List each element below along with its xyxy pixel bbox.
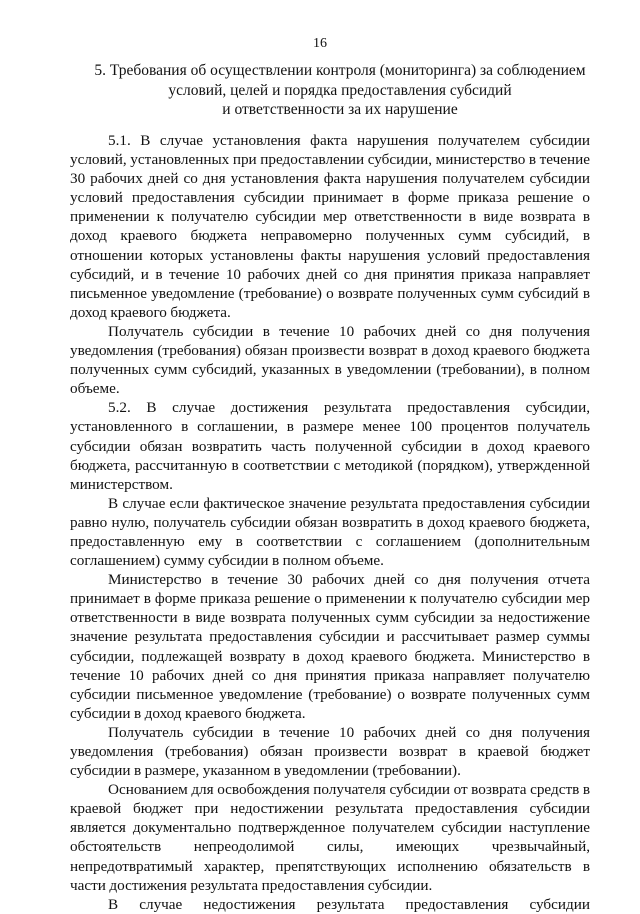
paragraph: Министерство в течение 30 рабочих дней со дня получения отчета принимает в форме приказа решение о применении к получателю субсидии мер ответственности в виде возврата полученных сумм субсидии за недостижение значение результата предоставления субсидии и рассчитывает размер суммы субсидии, подлежащей возврату в доход краевого бюджета. Министерство в течение 10 рабочих дней со дня принятия приказа направляет получателю субсидии письменное уведомление (требование) о возврате полученных сумм субсидии в доход краевого бюджета.	[70, 571, 590, 722]
paragraph: Получатель субсидии в течение 10 рабочих дней со дня получения уведомления (требования) обязан произвести возврат в доход краевого бюджета полученных сумм субсидий, указанных в уведомлении (требовании), в полном объеме.	[70, 322, 590, 398]
paragraph: 5.2. В случае достижения результата предоставления субсидии, установленного в соглашении, в размере менее 100 процентов получатель субсидии обязан возвратить часть полученной субсидии в доход краевого бюджета, рассчитанную в соответствии с методикой (порядком), утвержденной министерством.	[70, 399, 590, 493]
page-number: 16	[313, 36, 327, 51]
document-body	[70, 131, 590, 914]
paragraph: В случае недостижения результата предоставления субсидии	[108, 895, 590, 913]
paragraph: Основанием для освобождения получателя субсидии от возврата средств в краевой бюджет при недостижении результата предоставления субсидии является документально подтвержденное получателем субсидии наступление обстоятельств непреодолимой силы, имеющих чрезвычайный, непредотвратимый характер, препятствующих исполнению обязательств в части достижения результата предоставления субсидии.	[70, 781, 590, 894]
paragraph: В случае если фактическое значение результата предоставления субсидии равно нулю, получатель субсидии обязан возвратить в доход краевого бюджета, предоставленную ему в соответствии с соглашением (дополнительным соглашением) сумму субсидии в полном объеме.	[70, 494, 590, 570]
section-title-line: и ответственности за их нарушение	[222, 101, 458, 118]
section-title-line: 5. Требования об осуществлении контроля (мониторинга) за соблюдением	[94, 62, 586, 79]
paragraph: 5.1. В случае установления факта нарушения получателем субсидии условий, установленных при предоставлении субсидии, министерство в течение 30 рабочих дней со дня установления факта нарушения получателем субсидии условий предоставления субсидии принимает в форме приказа решение о применении к получателю субсидии мер ответственности в виде возврата в доход краевого бюджета неправомерно полученных сумм субсидий, в отношении которых установлены факты нарушения условий предоставления субсидий, и в течение 10 рабочих дней со дня принятия приказа направляет письменное уведомление (требование) о возврате полученных сумм субсидий в доход краевого бюджета.	[70, 132, 590, 321]
section-title-line: условий, целей и порядка предоставления субсидий	[168, 81, 512, 99]
paragraph: Получатель субсидии в течение 10 рабочих дней со дня получения уведомления (требования) обязан произвести возврат в краевой бюджет субсидии в размере, указанном в уведомлении (требовании).	[70, 723, 590, 780]
section-title	[70, 61, 610, 120]
